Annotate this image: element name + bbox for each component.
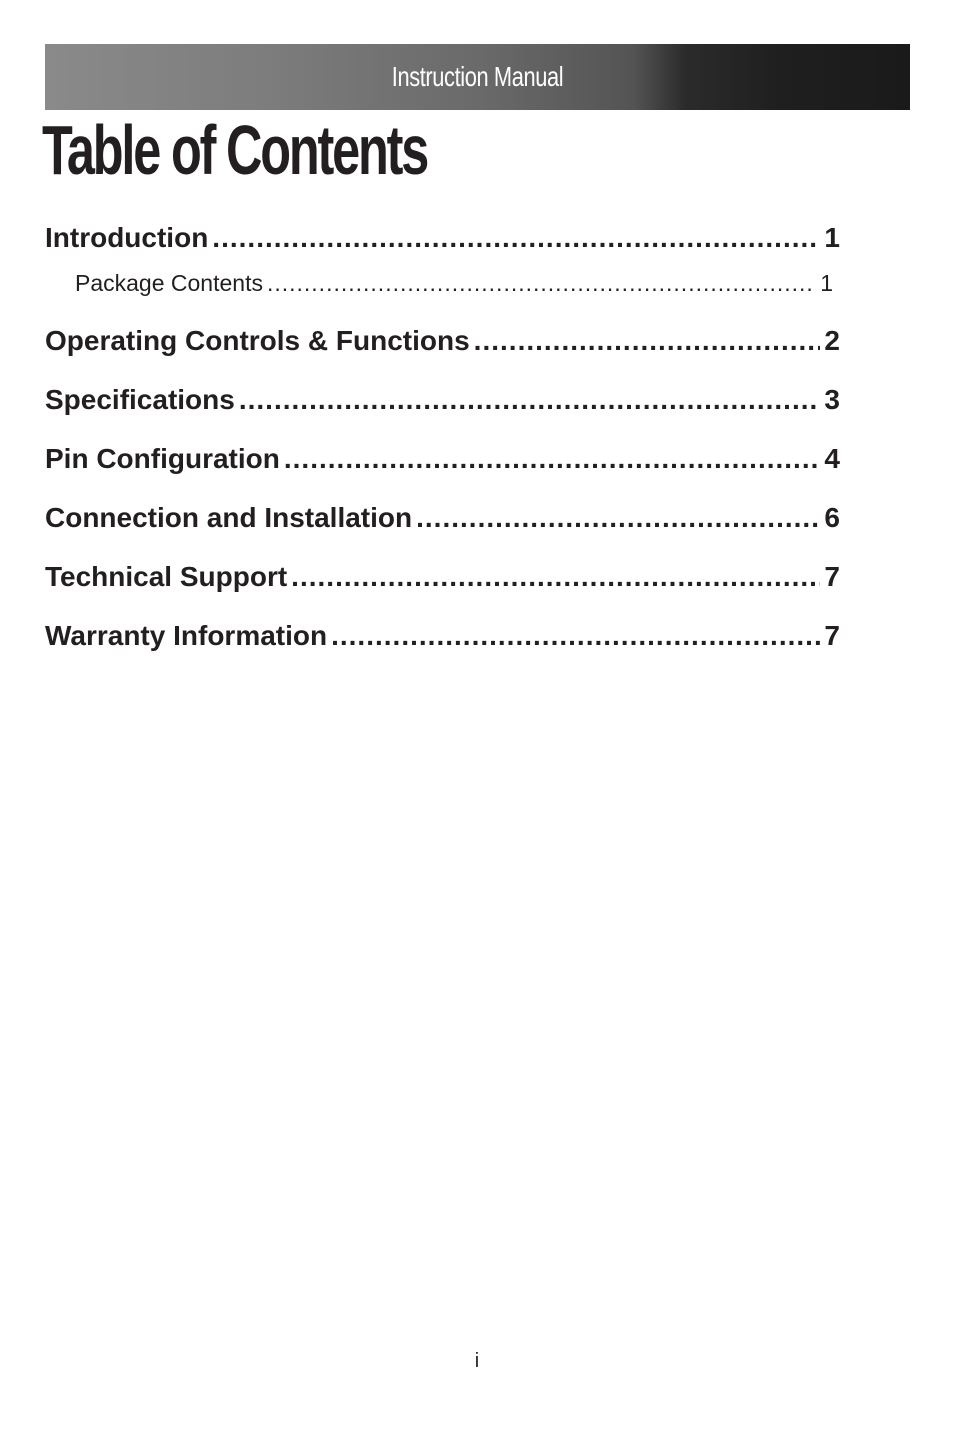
toc-entry-technical-support[interactable] xyxy=(45,561,840,593)
toc-entry-page: 1 xyxy=(820,270,833,296)
toc-entry-page: 6 xyxy=(824,502,840,533)
toc-entry-label: Specifications xyxy=(45,384,235,415)
toc-dot-leader xyxy=(239,384,821,416)
toc-entry-label: Operating Controls & Functions xyxy=(45,325,470,356)
toc-dot-leader xyxy=(284,443,821,475)
toc-dot-leader xyxy=(291,561,820,593)
page-number: i xyxy=(474,1350,480,1372)
toc-dot-leader xyxy=(212,222,820,254)
toc-entry-warranty-information[interactable] xyxy=(45,620,840,652)
toc-entry-package-contents[interactable] xyxy=(75,270,833,297)
toc-entry-page: 1 xyxy=(824,222,840,253)
toc-entry-page: 4 xyxy=(824,443,840,474)
toc-entry-specifications[interactable] xyxy=(45,384,840,416)
toc-dot-leader xyxy=(267,270,816,297)
toc-entry-label: Connection and Installation xyxy=(45,502,413,533)
toc-dot-leader xyxy=(331,620,820,652)
toc-dot-leader xyxy=(474,325,821,357)
toc-entry-label: Package Contents xyxy=(75,270,263,296)
toc-entry-label: Technical Support xyxy=(45,561,288,592)
header-title: Instruction Manual xyxy=(391,61,564,92)
header-bar xyxy=(45,44,910,110)
toc-entry-connection-installation[interactable] xyxy=(45,502,840,534)
toc-entry-page: 7 xyxy=(824,620,840,651)
toc-entry-label: Warranty Information xyxy=(45,620,328,651)
toc-entry-page: 3 xyxy=(824,384,840,415)
toc-entry-page: 2 xyxy=(824,325,840,356)
toc-entry-introduction[interactable] xyxy=(45,222,840,254)
toc-entry-label: Introduction xyxy=(45,222,209,253)
page-title: Table of Contents xyxy=(42,111,428,189)
toc-entry-label: Pin Configuration xyxy=(45,443,280,474)
toc-entry-operating-controls[interactable] xyxy=(45,325,840,357)
toc-dot-leader xyxy=(416,502,820,534)
toc-entry-pin-configuration[interactable] xyxy=(45,443,840,475)
toc-entry-page: 7 xyxy=(824,561,840,592)
